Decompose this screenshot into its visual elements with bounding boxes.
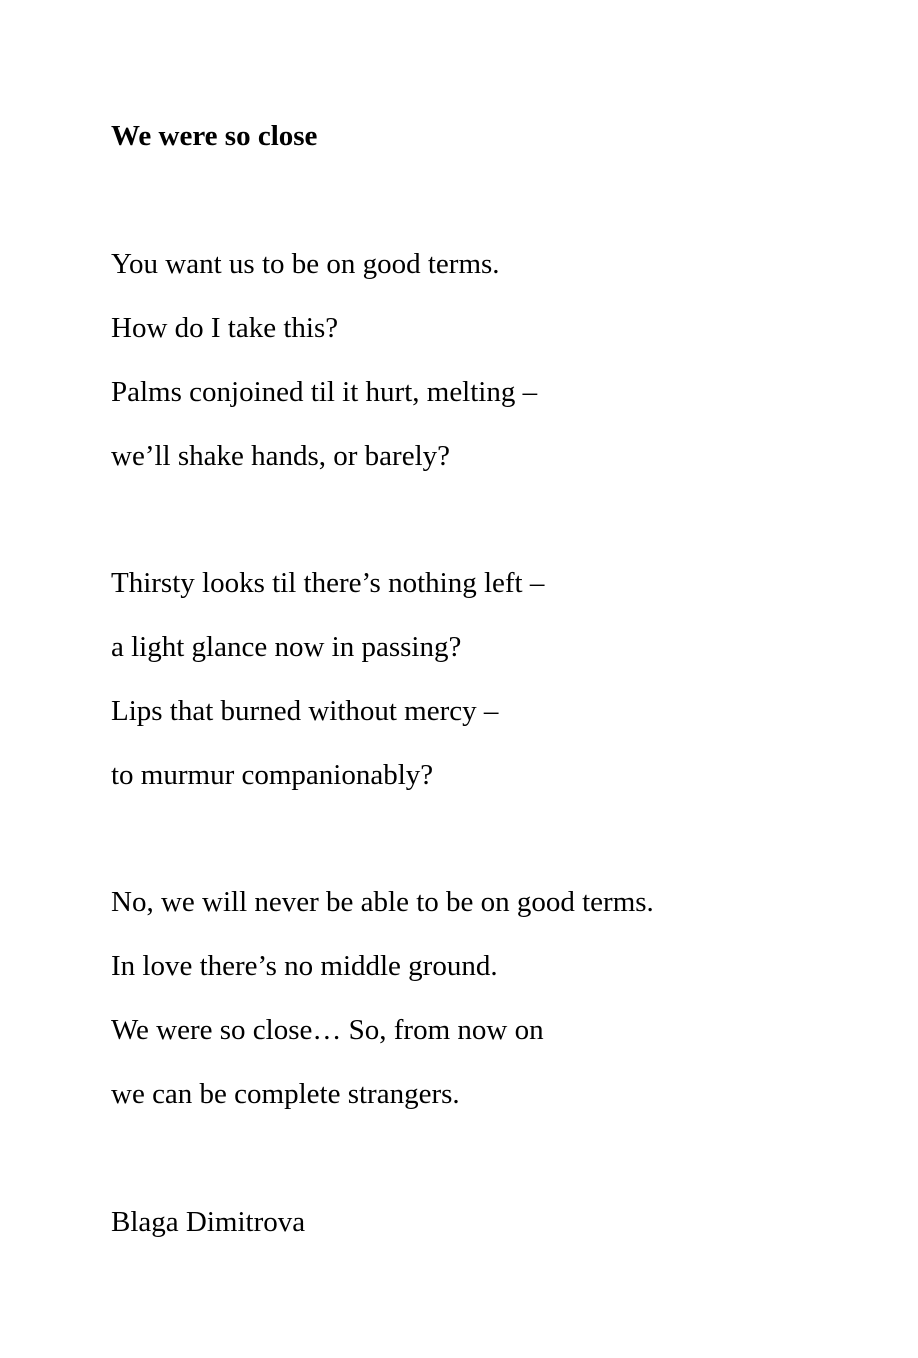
- poem-line: we’ll shake hands, or barely?: [111, 440, 451, 472]
- poem-line: Thirsty looks til there’s nothing left –: [111, 567, 545, 599]
- stanza-3: [111, 870, 654, 1126]
- stanza-2: [111, 551, 544, 807]
- poem-author: Blaga Dimitrova: [111, 1206, 306, 1238]
- poem-line: Lips that burned without mercy –: [111, 695, 499, 727]
- poem-line: You want us to be on good terms.: [111, 248, 500, 280]
- poem-line: In love there’s no middle ground.: [111, 950, 498, 982]
- poem-line: How do I take this?: [111, 312, 339, 344]
- stanza-1: [111, 232, 537, 488]
- poem-title: We were so close: [111, 120, 318, 152]
- poem-line: No, we will never be able to be on good terms.: [111, 886, 654, 918]
- poem-line: a light glance now in passing?: [111, 631, 462, 663]
- poem-line: to murmur companionably?: [111, 759, 434, 791]
- poem-line: Palms conjoined til it hurt, melting –: [111, 376, 538, 408]
- poem-line: We were so close… So, from now on: [111, 1014, 544, 1046]
- poem-line: we can be complete strangers.: [111, 1078, 460, 1110]
